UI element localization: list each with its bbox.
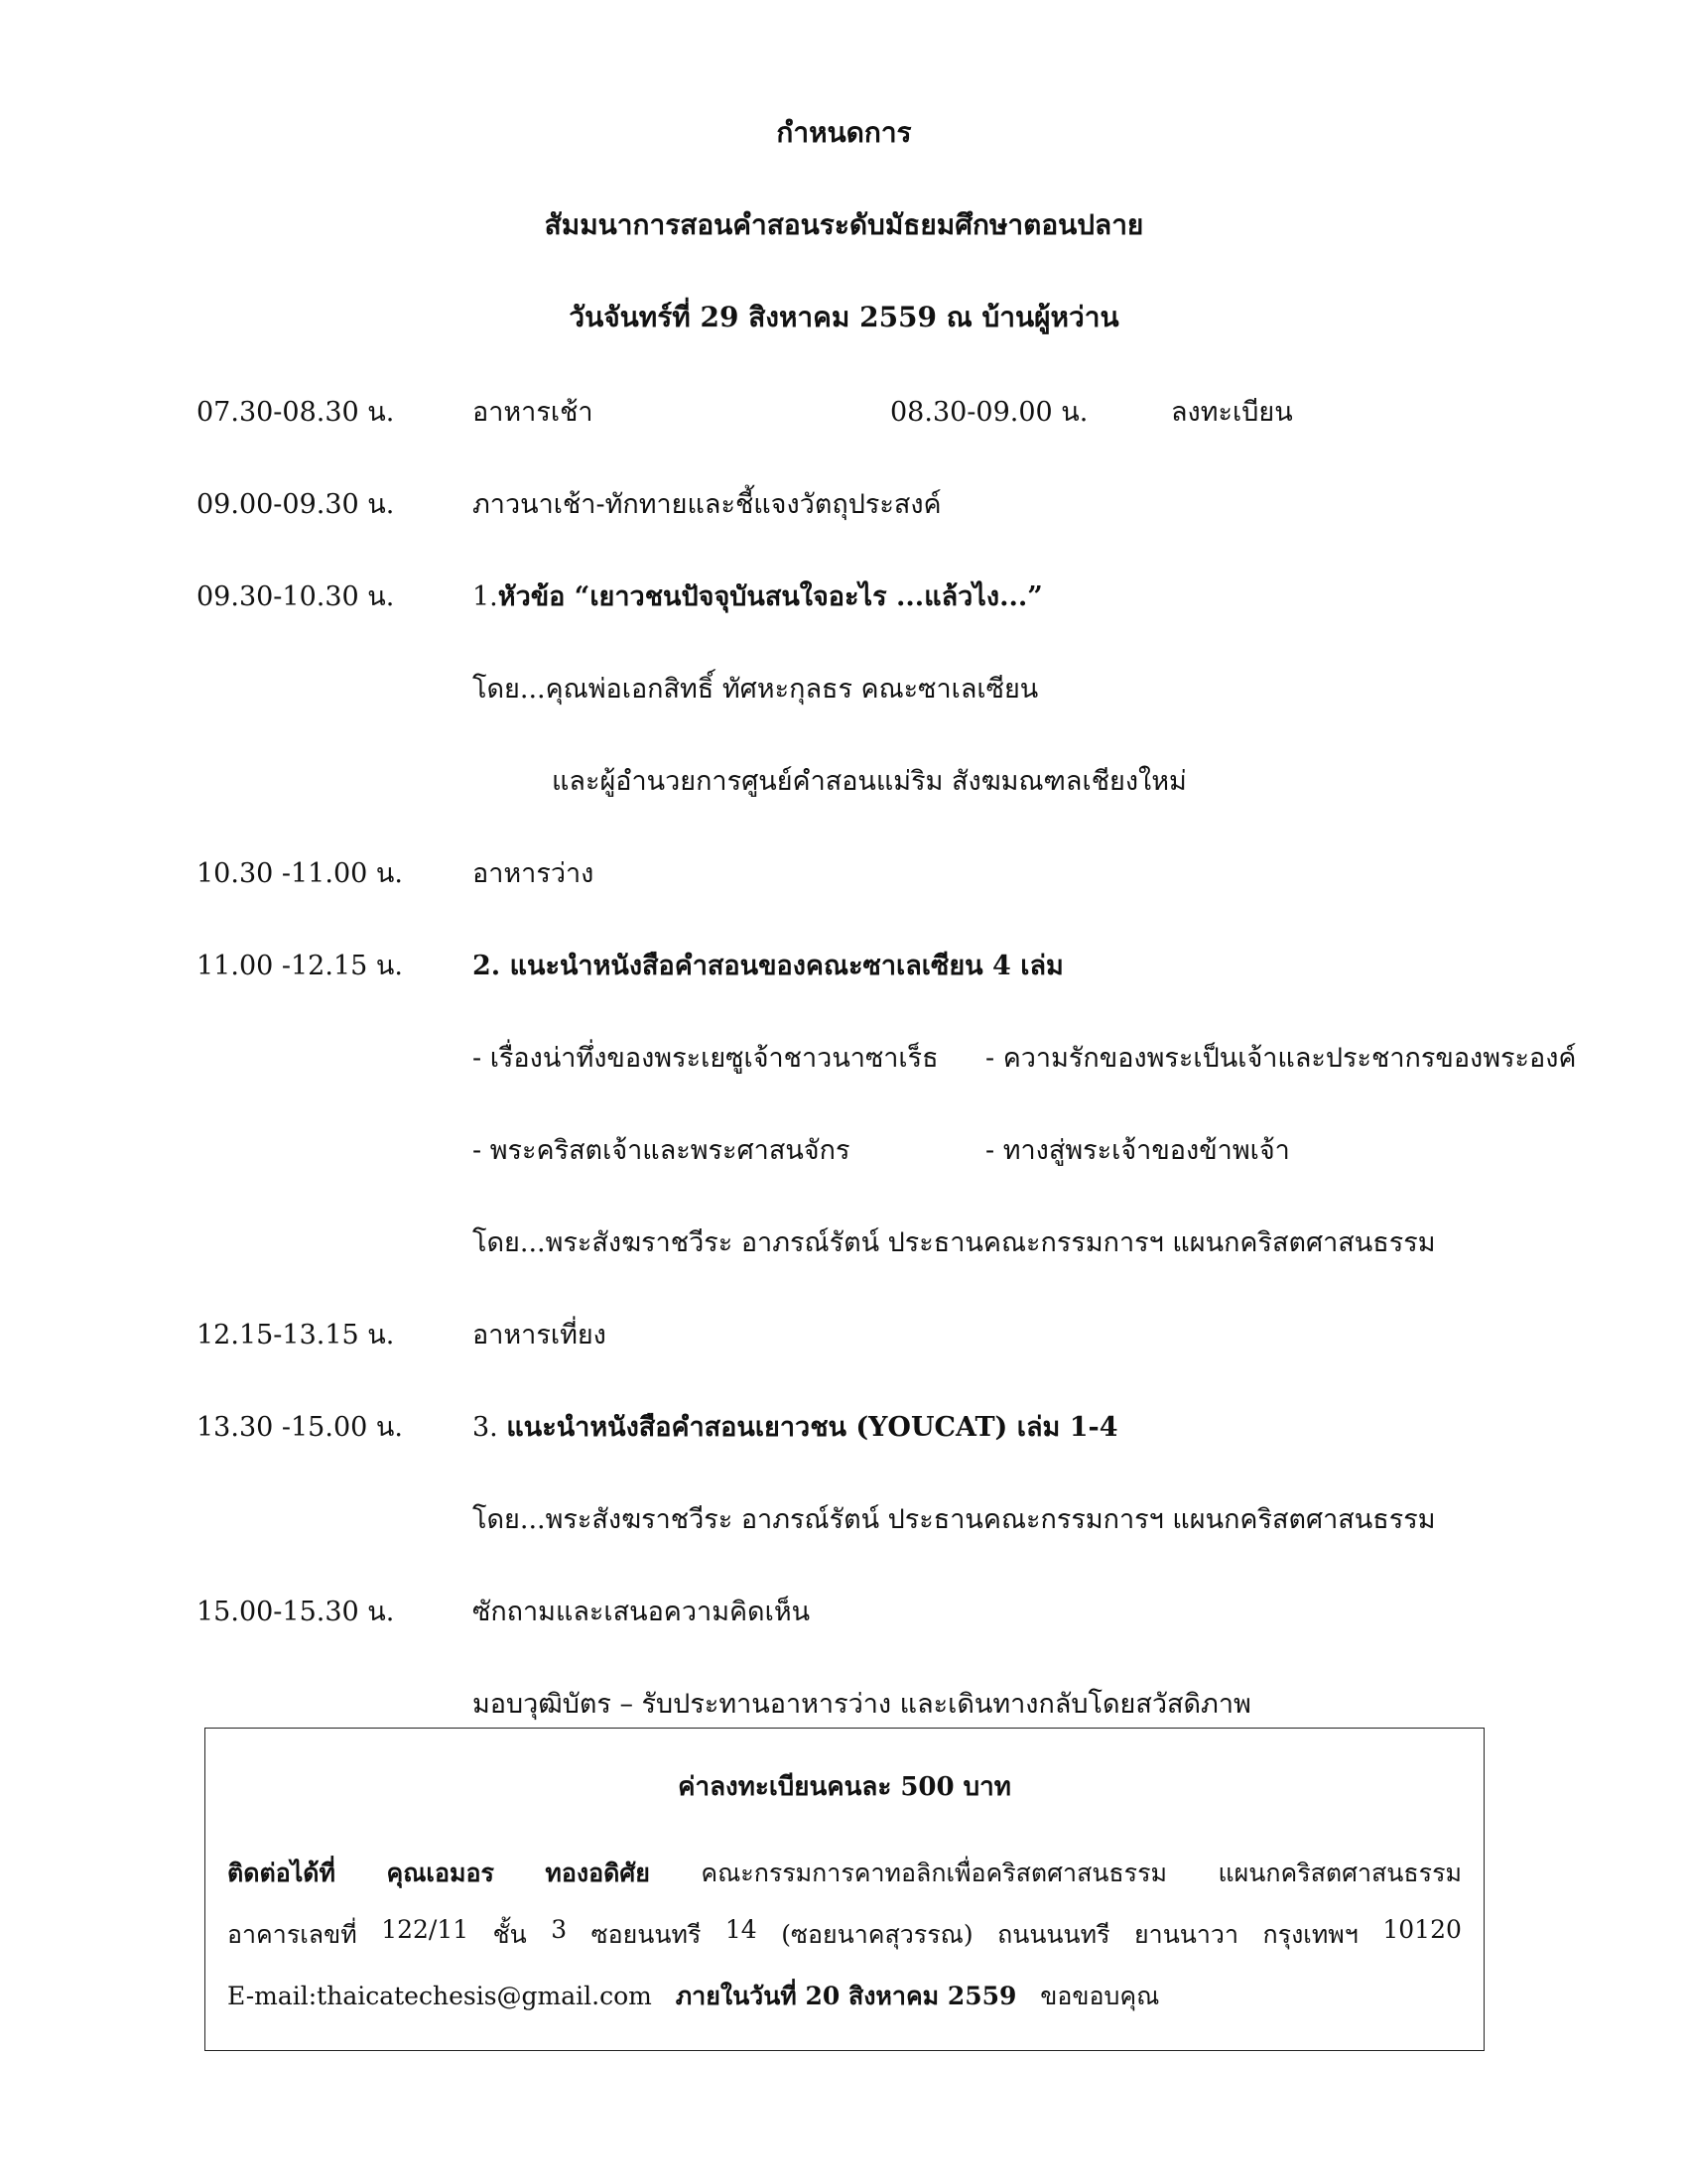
- session-heading: [472, 1405, 1117, 1448]
- schedule-time: 10.30 -11.00 น.: [196, 858, 403, 889]
- book-item: - พระคริสตเจ้าและพระศาสนจักร: [472, 1135, 850, 1166]
- closing-note: มอบวุฒิบัตร – รับประทานอาหารว่าง และเดินทางกลับโดยสวัสดิภาพ: [472, 1689, 1251, 1720]
- schedule-item: อาหารเช้า: [472, 397, 593, 428]
- address-part: ชั้น: [492, 1920, 527, 1949]
- speaker: โดย...คุณพ่อเอกสิทธิ์ ทัศหะกุลธร คณะซาเลเซียน: [472, 674, 1039, 705]
- schedule-time: 12.15-13.15 น.: [196, 1320, 395, 1350]
- schedule-time: 09.30-10.30 น.: [196, 581, 395, 612]
- schedule-time: 11.00 -12.15 น.: [196, 951, 403, 981]
- session-heading: [472, 575, 1043, 617]
- session-topic: แนะนำหนังสือคำสอนเยาวชน (YOUCAT) เล่ม 1-4: [506, 1412, 1118, 1443]
- book-item: - ความรักของพระเป็นเจ้าและประชากรของพระองค์: [985, 1043, 1577, 1074]
- address-part: อาคารเลขที่: [227, 1920, 357, 1949]
- schedule-item: ภาวนาเช้า-ทักทายและชี้แจงวัตถุประสงค์: [472, 489, 942, 520]
- address-part: ยานนาวา: [1134, 1920, 1238, 1949]
- schedule-item: อาหารเที่ยง: [472, 1320, 606, 1350]
- address-part: (ซอยนาคสุวรรณ): [781, 1920, 974, 1949]
- schedule-time: 13.30 -15.00 น.: [196, 1412, 403, 1443]
- schedule-item: ซักถามและเสนอความคิดเห็น: [472, 1597, 811, 1627]
- address-part: 122/11: [381, 1915, 469, 1944]
- address-part: 14: [724, 1915, 757, 1944]
- schedule-time: 09.00-09.30 น.: [196, 489, 395, 520]
- speaker-role: และผู้อำนวยการศูนย์คำสอนแม่ริม สังฆมณฑลเชียงใหม่: [552, 766, 1187, 797]
- registration-fee: ค่าลงทะเบียนคนละ 500 บาท: [678, 1772, 1011, 1802]
- contact-last-name: ทองอดิศัย: [545, 1859, 650, 1887]
- session-number: 3.: [472, 1412, 507, 1443]
- date-place: วันจันทร์ที่ 29 สิงหาคม 2559 ณ บ้านผู้หว่าน: [569, 301, 1119, 333]
- contact-first-name: คุณเอมอร: [386, 1859, 494, 1887]
- schedule-time: 08.30-09.00 น.: [890, 397, 1089, 428]
- address-part: 10120: [1382, 1915, 1462, 1944]
- schedule-time: 15.00-15.30 น.: [196, 1597, 395, 1627]
- department: แผนกคริสตศาสนธรรม: [1218, 1859, 1462, 1887]
- contact-line: [227, 1854, 1462, 1893]
- schedule-item: อาหารว่าง: [472, 858, 594, 889]
- page-subtitle: สัมมนาการสอนคำสอนระดับมัธยมศึกษาตอนปลาย: [544, 208, 1144, 241]
- page-title: กำหนดการ: [776, 116, 912, 149]
- email-address[interactable]: E-mail:thaicatechesis@gmail.com: [227, 1982, 652, 2010]
- registration-box: [204, 1728, 1485, 2051]
- speaker: โดย...พระสังฆราชวีระ อาภรณ์รัตน์ ประธานคณะกรรมการฯ แผนกคริสตศาสนธรรม: [472, 1227, 1436, 1258]
- session-topic: 2. แนะนำหนังสือคำสอนของคณะซาเลเซียน 4 เล่ม: [472, 951, 1064, 981]
- book-item: - ทางสู่พระเจ้าของข้าพเจ้า: [985, 1135, 1290, 1166]
- address-part: ถนนนนทรี: [997, 1920, 1110, 1949]
- schedule-time: 07.30-08.30 น.: [196, 397, 395, 428]
- schedule-item: ลงทะเบียน: [1171, 397, 1293, 428]
- book-item: - เรื่องน่าทึ่งของพระเยซูเจ้าชาวนาซาเร็ธ: [472, 1043, 939, 1074]
- email-line: [227, 1977, 1159, 2016]
- address-line: [227, 1915, 1462, 1955]
- thanks: ขอขอบคุณ: [1040, 1982, 1160, 2010]
- contact-label: ติดต่อได้ที่: [227, 1859, 336, 1887]
- address-part: กรุงเทพฯ: [1262, 1920, 1359, 1949]
- speaker: โดย...พระสังฆราชวีระ อาภรณ์รัตน์ ประธานคณะกรรมการฯ แผนกคริสตศาสนธรรม: [472, 1504, 1436, 1535]
- address-part: 3: [551, 1915, 568, 1944]
- address-part: ซอยนนทรี: [590, 1920, 702, 1949]
- session-number: 1.: [472, 581, 498, 612]
- deadline: ภายในวันที่ 20 สิงหาคม 2559: [675, 1982, 1017, 2010]
- organization: คณะกรรมการคาทอลิกเพื่อคริสตศาสนธรรม: [701, 1859, 1168, 1887]
- session-topic: หัวข้อ “เยาวชนปัจจุบันสนใจอะไร ...แล้วไง...”: [497, 581, 1043, 612]
